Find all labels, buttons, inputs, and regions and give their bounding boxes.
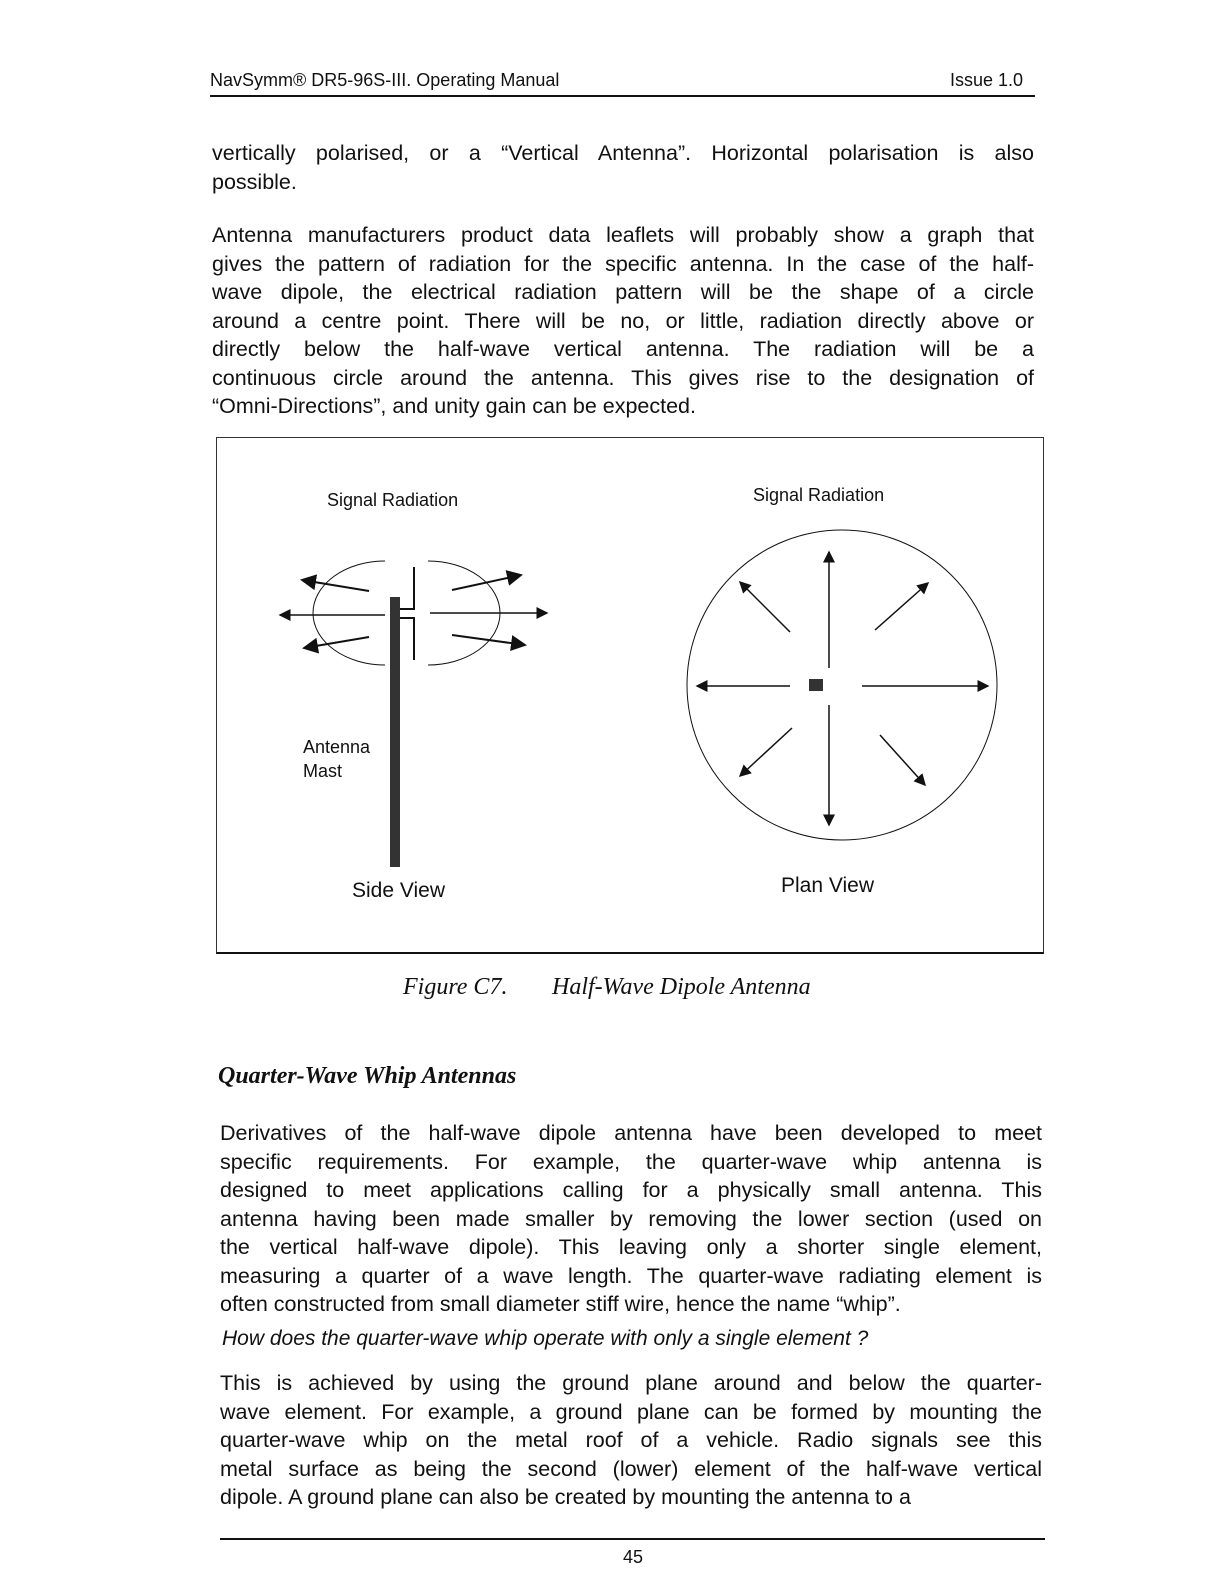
plan-view-diagram [687,530,997,840]
text-line: measuring a quarter of a wave length. The quarter-wave radiating element is [220,1263,1042,1288]
text-line: continuous circle around the antenna. This gives rise to the designation of [212,365,1034,390]
radiation-lobe-left [313,561,385,665]
text-line: dipole. A ground plane can also be created by mounting the antenna to a [220,1485,911,1509]
text-line: directly below the half-wave vertical antenna. The radiation will be a [212,337,1034,361]
footer-rule [220,1538,1045,1540]
arrow [880,735,925,785]
text-line: designed to meet applications calling for a physically small antenna. This [220,1178,1042,1202]
text-line: This is achieved by using the ground plane around and below the quarter- [220,1371,1042,1395]
section-heading: Quarter-Wave Whip Antennas [218,1063,517,1089]
antenna-mast [390,597,400,867]
text-line: metal surface as being the second (lower) element of the half-wave vertical [220,1456,1042,1481]
text-line: antenna having been made smaller by removing the lower section (used on [220,1206,1042,1231]
arrow [452,635,525,645]
text-line: the vertical half-wave dipole). This leaving only a shorter single element, [220,1235,1042,1259]
mast-label-1: Antenna [303,737,371,757]
text-line: wave dipole, the electrical radiation pattern will be the shape of a circle [212,280,1034,304]
figure-caption-number: Figure C7. [403,974,508,1000]
arrow [304,637,369,648]
text-line: “Omni-Directions”, and unity gain can be expected. [212,394,696,418]
arrow [452,575,521,590]
plan-signal-label: Signal Radiation [753,485,885,505]
side-view-diagram [280,561,547,867]
arrow [740,582,790,632]
radiation-circle [687,530,997,840]
header-title: NavSymm® DR5-96S-III. Operating Manual [210,70,560,90]
page-number: 45 [623,1547,644,1567]
text-line: Derivatives of the half-wave dipole antenna have been developed to meet [220,1121,1042,1145]
side-view-label: Side View [352,879,446,902]
arrow [302,580,369,591]
text-line: Antenna manufacturers product data leaflets will probably show a graph that [212,223,1034,247]
antenna-top [809,679,823,691]
text-line: possible. [212,169,297,194]
plan-view-label: Plan View [781,874,875,897]
text-line: around a centre point. There will be no, or little, radiation directly above or [212,308,1034,333]
dipole-element [400,567,414,660]
text-line: often constructed from small diameter stiff wire, hence the name “whip”. [220,1292,901,1316]
side-signal-label: Signal Radiation [327,490,459,510]
arrow [875,583,928,630]
text-line: wave element. For example, a ground plane can be formed by mounting the [220,1399,1042,1424]
header-issue: Issue 1.0 [950,70,1024,90]
text-line: specific requirements. For example, the quarter-wave whip antenna is [220,1149,1042,1174]
text-line: quarter-wave whip on the metal roof of a vehicle. Radio signals see this [220,1428,1042,1452]
mast-label-2: Mast [303,761,343,781]
arrow [740,728,792,776]
text-line: gives the pattern of radiation for the specific antenna. In the case of the half- [212,251,1034,276]
question-text: How does the quarter-wave whip operate with only a single element ? [222,1327,869,1350]
figure-caption-text: Half-Wave Dipole Antenna [552,974,811,1000]
text-line: vertically polarised, or a “Vertical Antenna”. Horizontal polarisation is also [212,141,1034,165]
